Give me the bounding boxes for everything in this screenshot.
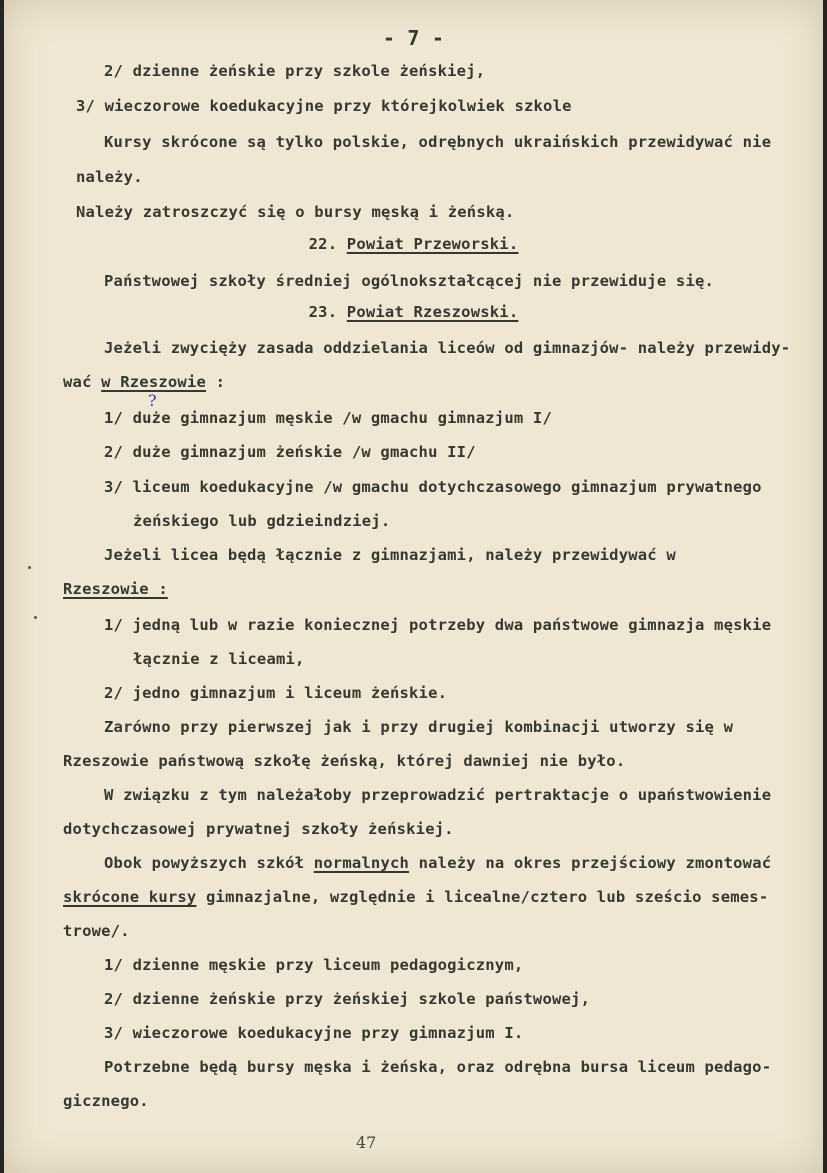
text-line: Jeżeli licea będą łącznie z gimnazjami, należy przewidywać w [104, 546, 676, 564]
text-line: Rzeszowie państwową szkołę żeńską, której dawniej nie było. [63, 752, 626, 770]
list-item: 1/ jedną lub w razie koniecznej potrzeby dwa państwowe gimnazja męskie [104, 616, 772, 634]
text-line: gicznego. [63, 1092, 149, 1110]
list-item: 2/ dzienne żeńskie przy żeńskiej szkole państwowej, [104, 990, 591, 1008]
section-heading-22 [4, 235, 823, 253]
section-title: Powiat Rzeszowski. [346, 303, 519, 321]
list-item: 1/ dzienne męskie przy liceum pedagogicznym, [104, 956, 524, 974]
text-fragment: należy na okres przejściowy zmontować [418, 854, 772, 872]
folio-number: 47 [356, 1133, 377, 1152]
list-item: 2/ jedno gimnazjum i liceum żeńskie. [104, 684, 448, 702]
section-heading-23 [4, 303, 823, 321]
list-item-continuation: żeńskiego lub gdzieindziej. [133, 512, 391, 530]
list-item: 3/ liceum koedukacyjne /w gmachu dotychczasowego gimnazjum prywatnego [104, 478, 762, 496]
text-fragment: Obok powyższych szkół [104, 854, 305, 872]
list-item-continuation: łącznie z liceami, [133, 650, 305, 668]
document-page [4, 0, 823, 1173]
text-line: W związku z tym należałoby przeprowadzić pertraktacje o upaństwowienie [104, 786, 772, 804]
section-number: 23. [308, 303, 338, 321]
paper-speck [28, 566, 31, 569]
text-line [63, 373, 225, 391]
text-fragment: gimnazjalne, względnie i licealne/cztero lub sześcio semes- [206, 888, 769, 906]
text-fragment: : [215, 373, 226, 391]
underlined-place: Rzeszowie : [63, 580, 168, 598]
text-line: Kursy skrócone są tylko polskie, odrębnych ukraińskich przewidywać nie [104, 133, 772, 151]
text-fragment: wać [63, 373, 92, 391]
text-line [63, 888, 768, 906]
text-line: Należy zatroszczyć się o bursy męską i żeńską. [76, 203, 515, 221]
page-number: - 7 - [382, 26, 445, 50]
text-line: Państwowej szkoły średniej ogólnokształcącej nie przewiduje się. [104, 272, 715, 290]
text-line: trowe/. [63, 922, 130, 940]
handwritten-mark: ? [148, 391, 157, 410]
text-line: Zarówno przy pierwszej jak i przy drugiej kombinacji utworzy się w [104, 718, 734, 736]
list-item: 3/ wieczorowe koedukacyjne przy gimnazjum I. [104, 1024, 524, 1042]
underlined-place: w Rzeszowie [101, 373, 207, 391]
text-line: dotychczasowej prywatnej szkoły żeńskiej. [63, 820, 454, 838]
text-line: należy. [76, 168, 143, 186]
text-line: 3/ wieczorowe koedukacyjne przy którejkolwiek szkole [76, 97, 572, 115]
text-line: Jeżeli zwycięży zasada oddzielania liceów od gimnazjów- należy przewidy- [104, 339, 791, 357]
list-item: 1/ duże gimnazjum męskie /w gmachu gimnazjum I/ [104, 409, 552, 427]
section-number: 22. [308, 235, 338, 253]
underlined-word: normalnych [313, 854, 410, 872]
list-item: 2/ duże gimnazjum żeńskie /w gmachu II/ [104, 443, 476, 461]
paper-speck [34, 616, 37, 619]
section-title: Powiat Przeworski. [346, 235, 519, 253]
text-line [104, 854, 771, 872]
text-line: 2/ dzienne żeńskie przy szkole żeńskiej, [104, 62, 486, 80]
underlined-phrase: skrócone kursy [63, 888, 197, 906]
text-line: Potrzebne będą bursy męska i żeńska, oraz odrębna bursa liceum pedago- [104, 1058, 772, 1076]
